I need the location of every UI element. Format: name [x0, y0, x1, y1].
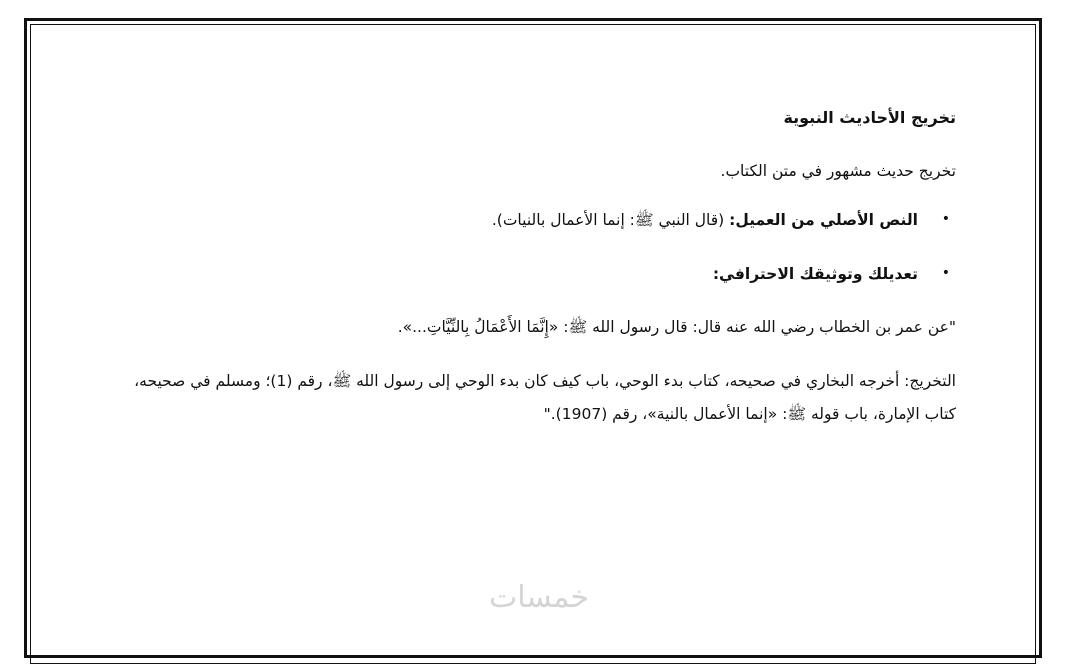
bullet-item-edited-text [104, 263, 956, 286]
bullet-text: (قال النبي ﷺ: إنما الأعمال بالنيات). [491, 211, 730, 230]
bullet-item-original-text [104, 209, 956, 232]
document-heading: تخريج الأحاديث النبوية [783, 108, 956, 127]
bullet-label: النص الأصلي من العميل: [729, 211, 918, 230]
bullet-list [104, 209, 956, 286]
hadith-quote: "عن عمر بن الخطاب رضي الله عنه قال: قال رسول الله ﷺ: «إِنَّمَا الأَعْمَالُ بِالنِّيَّاتِ...». [397, 317, 956, 336]
document-body [104, 106, 956, 432]
takhrij-paragraph: التخريج: أخرجه البخاري في صحيحه، كتاب بدء الوحي، باب كيف كان بدء الوحي إلى رسول الله ﷺ، رقم (1)؛ ومسلم في صحيحه، كتاب الإمارة، باب قوله ﷺ: «إنما الأعمال بالنية»، رقم (1907)." [134, 372, 956, 424]
bullet-label: تعديلك وتوثيقك الاحترافي: [712, 264, 918, 283]
watermark-logo: خمسات [488, 580, 590, 615]
bullet-icon: • [941, 264, 950, 281]
intro-paragraph: تخريج حديث مشهور في متن الكتاب. [720, 162, 956, 180]
bullet-icon: • [941, 211, 950, 228]
